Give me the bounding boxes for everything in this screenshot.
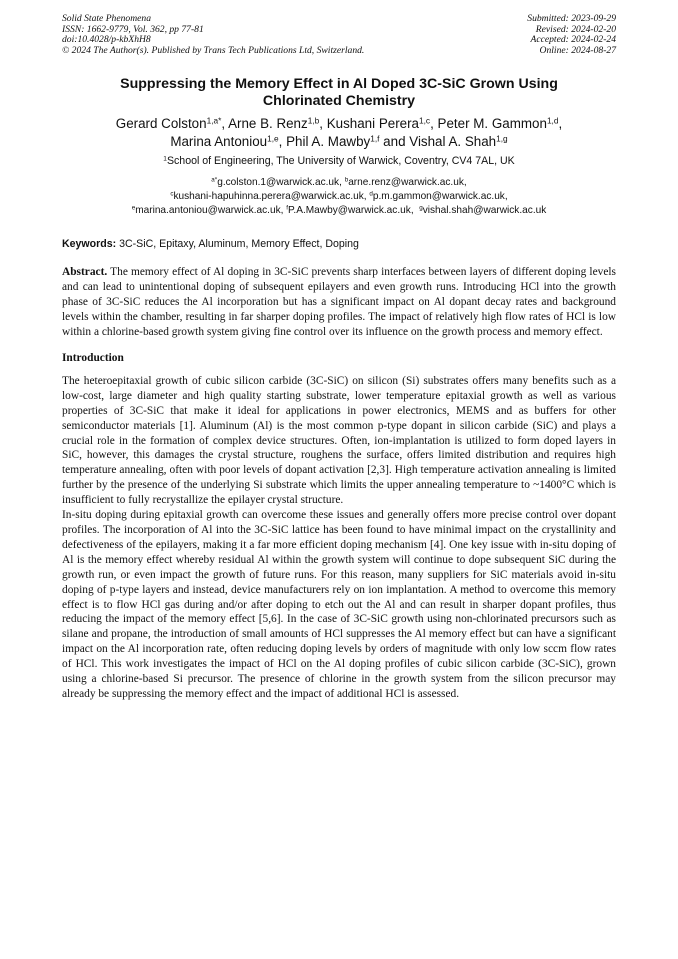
- copyright-line: © 2024 The Author(s). Published by Trans Tech Publications Ltd, Switzerland.: [62, 44, 365, 56]
- authors-line-2: Marina Antoniou$^{1,e}$, Phil A. Mawby$^{1,f}$ and Vishal A. Shah$^{1,g}$: [170, 133, 508, 150]
- journal-header: [62, 14, 616, 56]
- author-list: [62, 115, 616, 151]
- author-name: Phil A. Mawby: [286, 134, 371, 150]
- author-sup: 1,a*: [206, 115, 222, 126]
- abstract-text: The memory effect of Al doping in 3C-SiC prevents sharp interfaces between layers of different doping levels and can lead to unintentional doping of subsequent epilayers and even growth runs. Introducing HCl into the growth phase of 3C-SiC reduces the Al incorporation but has a significant impact on Al dopant decay rates and background levels within the chamber, resulting in far sharper doping profiles. The impact of relatively high flow rates of HCl is low within a chlorine-based growth system giving fine control over its influence on the growth process and memory effect.: [62, 266, 616, 338]
- title-line-2: Chlorinated Chemistry: [262, 93, 416, 110]
- accepted-date: Accepted: 2024-02-24: [530, 34, 616, 46]
- author-name: Gerard Colston: [115, 116, 207, 132]
- online-date: Online: 2024-08-27: [539, 44, 616, 56]
- journal-info: [62, 14, 364, 56]
- paper-title: [62, 76, 616, 110]
- email-link[interactable]: p.m.gammon@warwick.ac.uk: [372, 191, 505, 203]
- email-link[interactable]: kushani-hapuhinna.perera@warwick.ac.uk: [173, 191, 364, 203]
- keywords-label: Keywords:: [62, 238, 117, 251]
- author-sup: 1,c: [419, 115, 431, 126]
- section-heading-introduction: Introduction: [62, 351, 124, 364]
- abstract: [62, 265, 616, 340]
- email-link[interactable]: vishal.shah@warwick.ac.uk: [422, 205, 547, 217]
- email-link[interactable]: marina.antoniou@warwick.ac.uk: [135, 205, 281, 217]
- author-name: Marina Antoniou: [170, 134, 268, 150]
- author-name: Vishal A. Shah: [409, 134, 497, 150]
- doi-line: doi:10.4028/p-kbXhH8: [62, 34, 151, 46]
- author-name: Arne B. Renz: [228, 116, 308, 132]
- author-name: Kushani Perera: [326, 116, 420, 132]
- email-list: [62, 176, 616, 218]
- keywords: [62, 238, 616, 251]
- intro-paragraph-1: The heteroepitaxial growth of cubic silicon carbide (3C-SiC) on silicon (Si) substrates offers many benefits such as a low-cost, large diameter and high quality starting substrate, lower temperature epitaxial growth as well as various properties of 3C-SiC that make it ideal for applications in power electronics, MEMS and as buffers for other semiconductor materials [1]. Aluminum (Al) is the most common p-type dopant in silicon carbide (SiC) and plays a crucial role in the formation of complex device structures. Often, ion-implantation is utilized to form doped layers in SiC, however, this damages the crystal structure, roughens the surface, offers limited distribution and requires high temperature annealing, often with poor levels of dopant activation [2,3]. High temperature activation annealing is limited further by the presence of the underlying Si substrate which limits the upper annealing temperature to ~1400°C which is insufficient to fully recrystallize the epilayer crystal structure.: [62, 374, 616, 507]
- journal-name: Solid State Phenomena: [62, 13, 151, 24]
- dates-info: [527, 14, 616, 56]
- intro-paragraph-2: In-situ doping during epitaxial growth can overcome these issues and generally offers more precise control over dopant profiles. The incorporation of Al into the 3C-SiC lattice has been found to have minimal impact on the crystallinity and defectiveness of the epilayers, making it a far more efficient doping mechanism [4]. One key issue with in-situ doping of Al is the memory effect whereby residual Al within the growth system will continue to dope subsequent SiC during the growth run, or even impact the growth of future runs. For this reason, many suppliers for SiC materials avoid in-situ doping of p-type layers and instead, device manufacturers rely on ion implantation. A method to overcome this memory effect is to flow HCl gas during and/or after doping to etch out the Al and can result in sharper dopant profiles, thus reducing the impact of the memory effect [5,6]. In the case of 3C-SiC growth using non-chlorinated precursors such as silane and propane, the introduction of small amounts of HCl suppresses the Al memory effect but can have a significant impact on the Al incorporation rate, often reducing doping levels by orders of magnitude with only low sccm flow rates of HCl. This work investigates the impact of HCl on the Al doping profiles of cubic silicon carbide (3C-SiC), grown using a chlorine-based Si precursor. The presence of chlorine in the growth system from the silicon precursor may already be suppressing the memory effect and the impact of additional HCl is assessed.: [62, 509, 616, 700]
- author-sup: 1,d: [546, 115, 559, 126]
- issn-line: ISSN: 1662-9779, Vol. 362, pp 77-81: [62, 23, 204, 35]
- author-sup: 1,g: [496, 133, 508, 144]
- author-sup: 1,f: [370, 133, 380, 144]
- email-link[interactable]: P.A.Mawby@warwick.ac.uk: [288, 205, 411, 217]
- emails-line-1: $^{a*}$g.colston.1@warwick.ac.uk, $^b$arne.renz@warwick.ac.uk,: [211, 176, 467, 189]
- submitted-date: Submitted: 2023-09-29: [527, 13, 616, 24]
- revised-date: Revised: 2024-02-20: [535, 23, 616, 35]
- emails-line-3: $^e$marina.antoniou@warwick.ac.uk, $^f$P.A.Mawby@warwick.ac.uk, $^g$vishal.shah@warwick.ac.uk: [131, 204, 547, 217]
- keywords-text: 3C-SiC, Epitaxy, Aluminum, Memory Effect, Doping: [116, 238, 359, 251]
- authors-line-1: Gerard Colston$^{1,a*}$, Arne B. Renz$^{1,b}$, Kushani Perera$^{1,c}$, Peter M. Gammon$^{1,d}$,: [115, 115, 563, 132]
- email-link[interactable]: g.colston.1@warwick.ac.uk: [217, 177, 340, 189]
- author-sup: 1,e: [267, 133, 279, 144]
- author-name: Peter M. Gammon: [437, 116, 547, 132]
- author-sup: 1,b: [307, 115, 320, 126]
- abstract-label: Abstract.: [62, 266, 108, 279]
- affiliation: $^1$School of Engineering, The University of Warwick, Coventry, CV4 7AL, UK: [163, 155, 515, 168]
- title-line-1: Suppressing the Memory Effect in Al Doped 3C-SiC Grown Using: [120, 76, 558, 93]
- emails-line-2: $^c$kushani-hapuhinna.perera@warwick.ac.uk, $^d$p.m.gammon@warwick.ac.uk,: [170, 190, 508, 203]
- email-link[interactable]: arne.renz@warwick.ac.uk: [348, 177, 464, 189]
